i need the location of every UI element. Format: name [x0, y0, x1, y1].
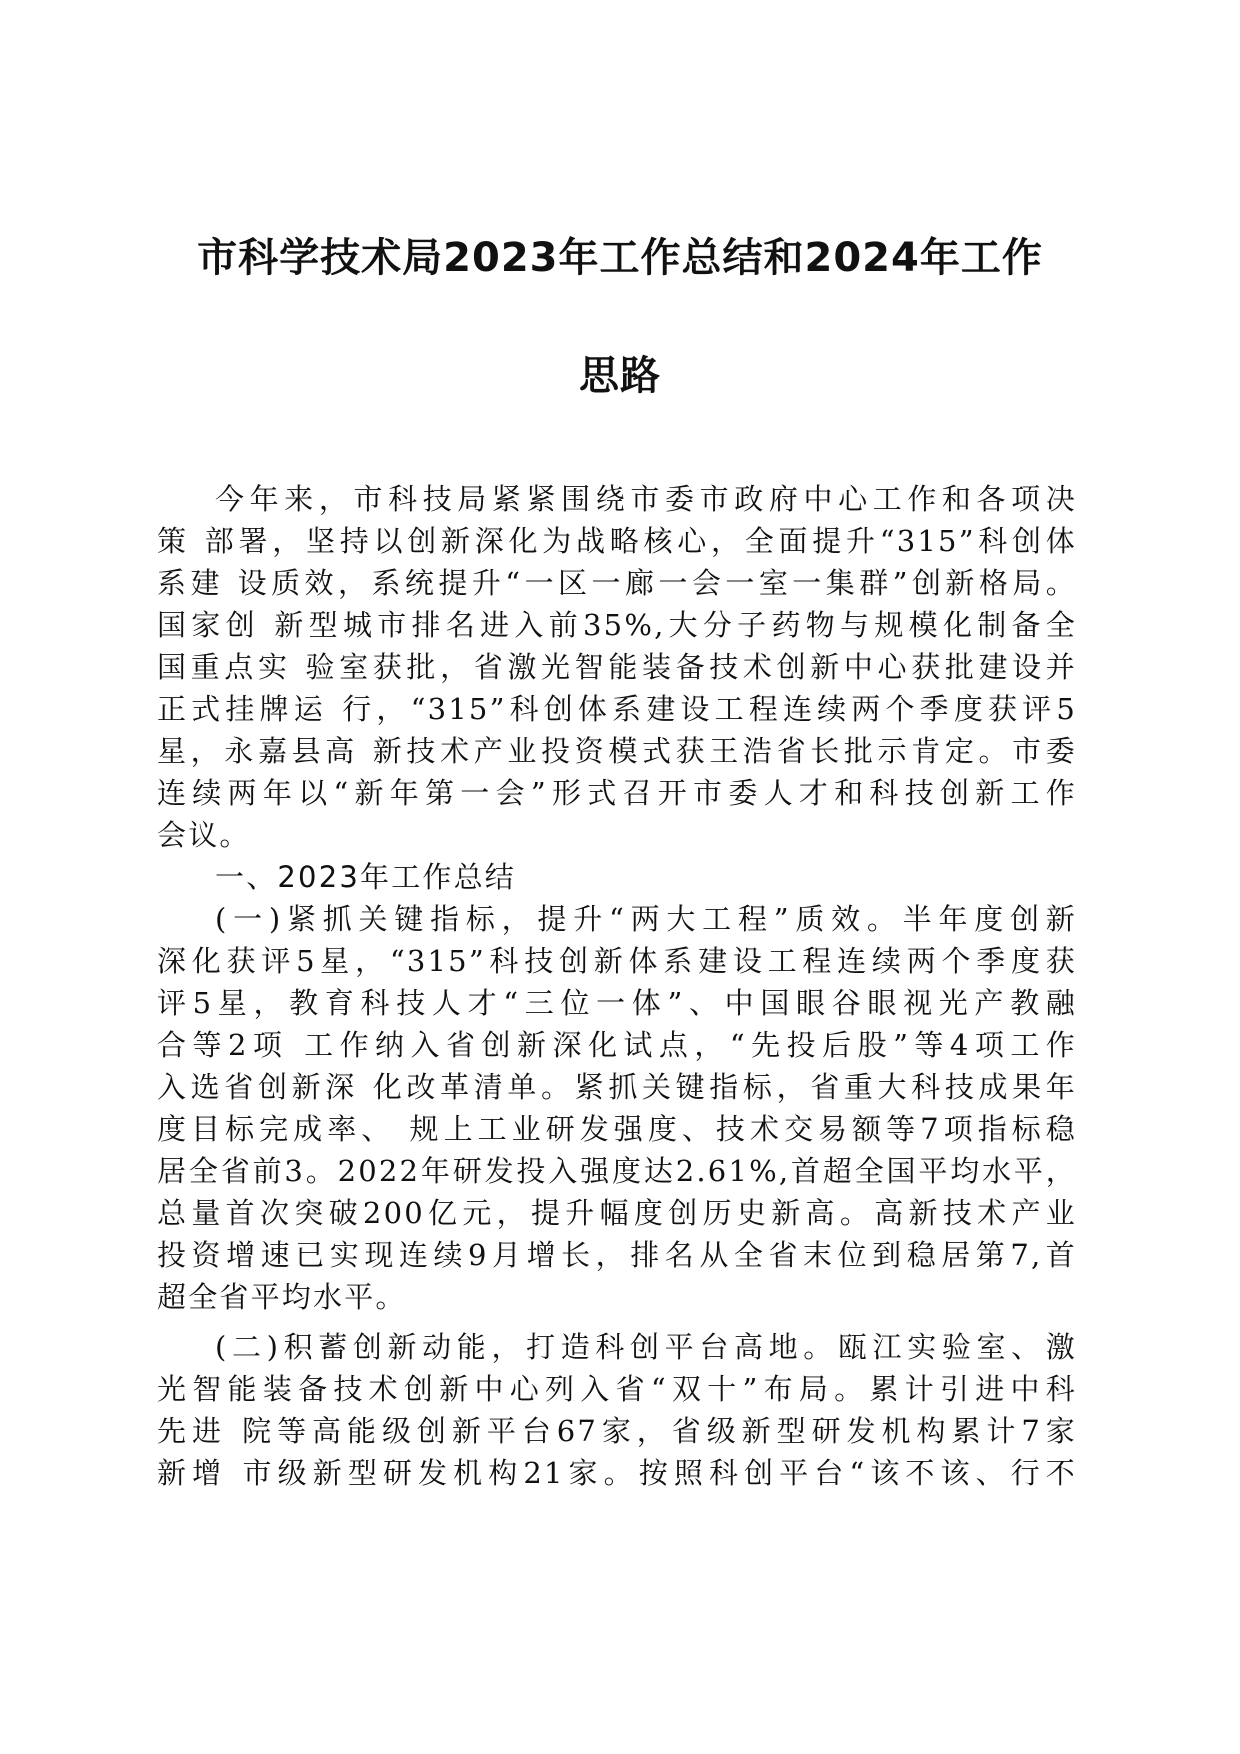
- paragraph-line: 正式挂牌运 行，“315”科创体系建设工程连续两个季度获评5: [157, 692, 1077, 726]
- paragraph-line: 评5星，教育科技人才“三位一体”、中国眼谷眼视光产教融: [157, 986, 1077, 1020]
- paragraph-line: 星，永嘉县高 新技术产业投资模式获王浩省长批示肯定。市委: [157, 734, 1077, 768]
- paragraph-line: 新增 市级新型研发机构21家。按照科创平台“该不该、行不: [157, 1456, 1077, 1490]
- paragraph-line: 连续两年以“新年第一会”形式召开市委人才和科技创新工作: [157, 776, 1077, 810]
- paragraph-line: 度目标完成率、 规上工业研发强度、技术交易额等7项指标稳: [157, 1112, 1077, 1146]
- paragraph-line: 光智能装备技术创新中心列入省“双十”布局。累计引进中科: [157, 1372, 1077, 1406]
- paragraph-line: 系建 设质效，系统提升“一区一廊一会一室一集群”创新格局。: [157, 566, 1077, 600]
- paragraph-line: 深化获评5星，“315”科技创新体系建设工程连续两个季度获: [157, 944, 1077, 978]
- paragraph-line: 超全省平均水平。: [157, 1280, 407, 1314]
- paragraph-line: 投资增速已实现连续9月增长，排名从全省末位到稳居第7,首: [157, 1238, 1077, 1272]
- document-title-line-2: 思路: [579, 353, 661, 399]
- paragraph-line: (一)紧抓关键指标，提升“两大工程”质效。半年度创新: [215, 902, 1077, 936]
- document-body: [157, 478, 1077, 1494]
- paragraph-line: 总量首次突破200亿元，提升幅度创历史新高。高新技术产业: [157, 1196, 1077, 1230]
- paragraph-line: 国重点实 验室获批，省激光智能装备技术创新中心获批建设并: [157, 650, 1077, 684]
- paragraph-line: (二)积蓄创新动能，打造科创平台高地。瓯江实验室、激: [215, 1330, 1077, 1364]
- paragraph-line: 会议。: [157, 818, 251, 852]
- paragraph-line: 国家创 新型城市排名进入前35%,大分子药物与规模化制备全: [157, 608, 1077, 642]
- paragraph-line: 合等2项 工作纳入省创新深化试点，“先投后股”等4项工作: [157, 1028, 1077, 1062]
- document-title-line-1: 市科学技术局2023年工作总结和2024年工作: [197, 235, 1043, 281]
- paragraph-line: 今年来，市科技局紧紧围绕市委市政府中心工作和各项决: [215, 482, 1077, 516]
- paragraph-line: 先进 院等高能级创新平台67家，省级新型研发机构累计7家: [157, 1414, 1077, 1448]
- paragraph-line: 入选省创新深 化改革清单。紧抓关键指标，省重大科技成果年: [157, 1070, 1077, 1104]
- section-heading: 一、2023年工作总结: [215, 860, 517, 894]
- paragraph-line: 居全省前3。2022年研发投入强度达2.61%,首超全国平均水平，: [157, 1154, 1077, 1188]
- paragraph-line: 策 部署，坚持以创新深化为战略核心，全面提升“315”科创体: [157, 524, 1077, 558]
